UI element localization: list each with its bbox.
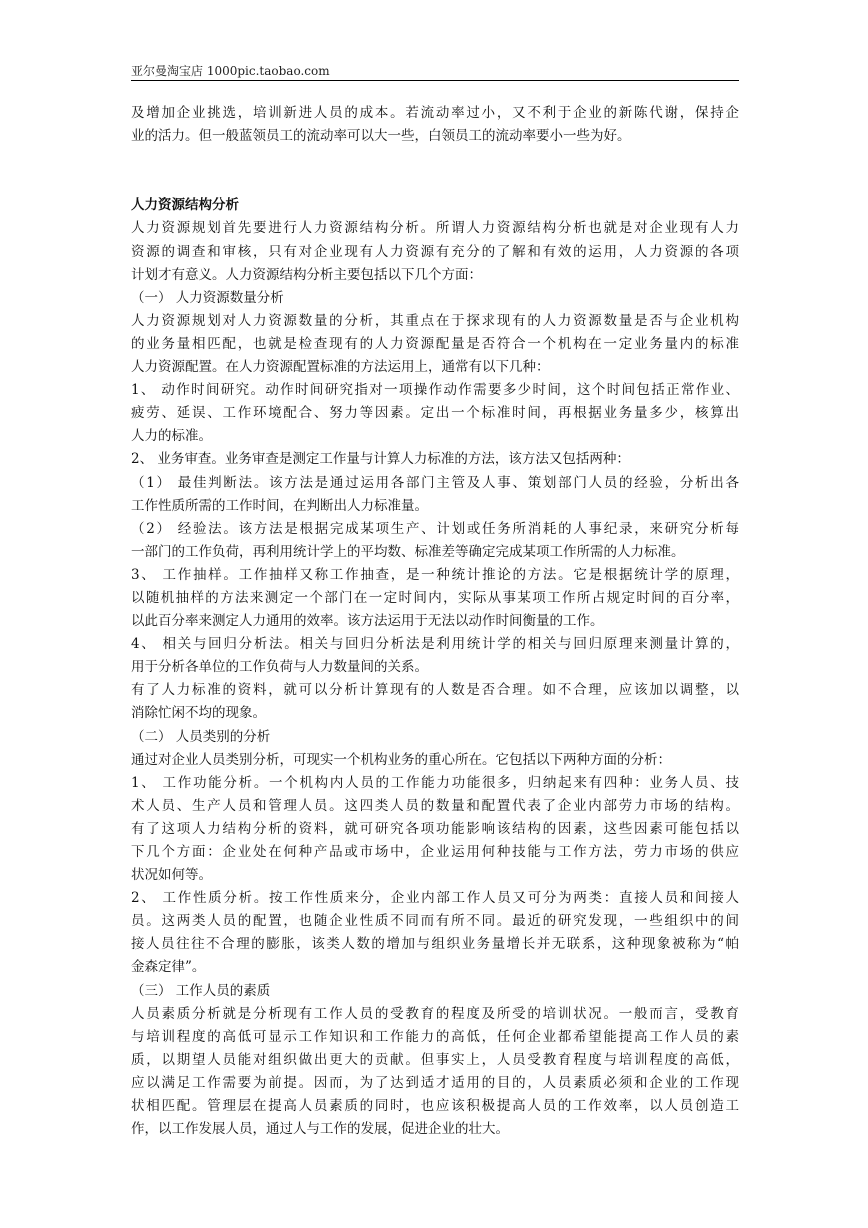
paragraph-spacer bbox=[131, 148, 739, 171]
text-line: 资源的调查和审核，只有对企业现有人力资源有充分的了解和有效的运用，人力资源的各项 bbox=[131, 243, 739, 260]
text-line: 作，以工作发展人员，通过人与工作的发展，促进企业的壮大。 bbox=[131, 1121, 509, 1138]
text-line: （1） 最佳判断法。该方法是通过运用各部门主管及人事、策划部门人员的经验，分析出各 bbox=[131, 474, 739, 491]
text-line: 人力资源规划对人力资源数量的分析，其重点在于探求现有的人力资源数量是否与企业机构 bbox=[131, 312, 739, 329]
text-line: 质，以期望人员能对组织做出更大的贡献。但事实上，人员受教育程度与培训程度的高低， bbox=[131, 1051, 739, 1068]
text-line: 一部门的工作负荷，再利用统计学上的平均数、标准差等确定完成某项工作所需的人力标准。 bbox=[131, 543, 685, 560]
page-header: 亚尔曼淘宝店 1000pic.taobao.com bbox=[131, 64, 330, 78]
text-line: 状相匹配。管理层在提高人员素质的同时，也应该积极提高人员的工作效率，以人员创造工 bbox=[131, 1098, 739, 1115]
text-line: 应以满足工作需要为前提。因而，为了达到适才适用的目的，人员素质必须和企业的工作现 bbox=[131, 1074, 739, 1091]
text-line: 有了人力标准的资料，就可以分析计算现有的人数是否合理。如不合理，应该加以调整，以 bbox=[131, 682, 739, 699]
text-line: 状况如何等。 bbox=[131, 867, 212, 884]
text-line: 人力的标准。 bbox=[131, 428, 212, 445]
text-line: 人力资源配置。在人力资源配置标准的方法运用上，通常有以下几种： bbox=[131, 359, 550, 376]
text-line: 接人员往往不合理的膨胀，该类人数的增加与组织业务量增长并无联系，这种现象被称为“帕 bbox=[131, 936, 739, 953]
text-line: 1、 动作时间研究。动作时间研究指对一项操作动作需要多少时间，这个时间包括正常作业、 bbox=[131, 382, 739, 399]
section-body bbox=[131, 217, 739, 1141]
text-line: 业的活力。但一般蓝领员工的流动率可以大一些，白领员工的流动率要小一些为好。 bbox=[131, 128, 631, 145]
text-line: 以此百分率来测定人力通用的效率。该方法运用于无法以动作时间衡量的工作。 bbox=[131, 613, 604, 630]
text-line: 术人员、生产人员和管理人员。这四类人员的数量和配置代表了企业内部劳力市场的结构。 bbox=[131, 797, 739, 814]
text-line: 下几个方面：企业处在何种产品或市场中，企业运用何种技能与工作方法，劳力市场的供应 bbox=[131, 844, 739, 860]
text-line: 人员素质分析就是分析现有工作人员的受教育的程度及所受的培训状况。一般而言，受教育 bbox=[131, 1005, 739, 1022]
intro-paragraph bbox=[131, 102, 739, 148]
text-line: 工作性质所需的工作时间，在判断出人力标准量。 bbox=[131, 497, 428, 514]
text-line: 3、 工作抽样。工作抽样又称工作抽查，是一种统计推论的方法。它是根据统计学的原理， bbox=[131, 566, 739, 583]
text-line: （2） 经验法。该方法是根据完成某项生产、计划或任务所消耗的人事纪录，来研究分析每 bbox=[131, 520, 739, 537]
text-line: （一） 人力资源数量分析 bbox=[131, 289, 284, 306]
text-line: （二） 人员类别的分析 bbox=[131, 728, 271, 745]
text-line: 用于分析各单位的工作负荷与人力数量间的关系。 bbox=[131, 659, 428, 676]
text-line: 的业务量相匹配，也就是检查现有的人力资源配量是否符合一个机构在一定业务量内的标准 bbox=[131, 335, 739, 352]
text-line: 4、 相关与回归分析法。相关与回归分析法是利用统计学的相关与回归原理来测量计算的， bbox=[131, 636, 739, 653]
text-line: 通过对企业人员类别分析，可现实一个机构业务的重心所在。它包括以下两种方面的分析： bbox=[131, 751, 671, 768]
text-line: （三） 工作人员的素质 bbox=[131, 982, 271, 999]
text-line: 疲劳、延误、工作环境配合、努力等因素。定出一个标准时间，再根据业务量多少，核算出 bbox=[131, 405, 739, 422]
text-line: 及增加企业挑选，培训新进人员的成本。若流动率过小，又不利于企业的新陈代谢，保持企 bbox=[131, 105, 739, 121]
header-divider bbox=[131, 80, 739, 81]
text-line: 消除忙闲不均的现象。 bbox=[131, 705, 266, 722]
text-line: 人力资源规划首先要进行人力资源结构分析。所谓人力资源结构分析也就是对企业现有人力 bbox=[131, 220, 739, 237]
document-body bbox=[131, 102, 739, 1141]
text-line: 与培训程度的高低可显示工作知识和工作能力的高低，任何企业都希望能提高工作人员的素 bbox=[131, 1028, 739, 1045]
text-line: 计划才有意义。人力资源结构分析主要包括以下几个方面： bbox=[131, 266, 482, 283]
text-line: 1、 工作功能分析。一个机构内人员的工作能力功能很多，归纳起来有四种：业务人员、技 bbox=[131, 774, 739, 791]
section-title: 人力资源结构分析 bbox=[131, 197, 239, 214]
text-line: 金森定律”。 bbox=[131, 959, 206, 976]
text-line: 以随机抽样的方法来测定一个部门在一定时间内，实际从事某项工作所占规定时间的百分率， bbox=[131, 589, 739, 606]
text-line: 2、 业务审查。业务审查是测定工作量与计算人力标准的方法，该方法又包括两种： bbox=[131, 451, 630, 468]
text-line: 有了这项人力结构分析的资料，就可研究各项功能影响该结构的因素，这些因素可能包括以 bbox=[131, 820, 739, 837]
paragraph-spacer bbox=[131, 171, 739, 194]
text-line: 员。这两类人员的配置，也随企业性质不同而有所不同。最近的研究发现，一些组织中的间 bbox=[131, 913, 739, 930]
text-line: 2、 工作性质分析。按工作性质来分，企业内部工作人员又可分为两类：直接人员和间接人 bbox=[131, 890, 739, 907]
